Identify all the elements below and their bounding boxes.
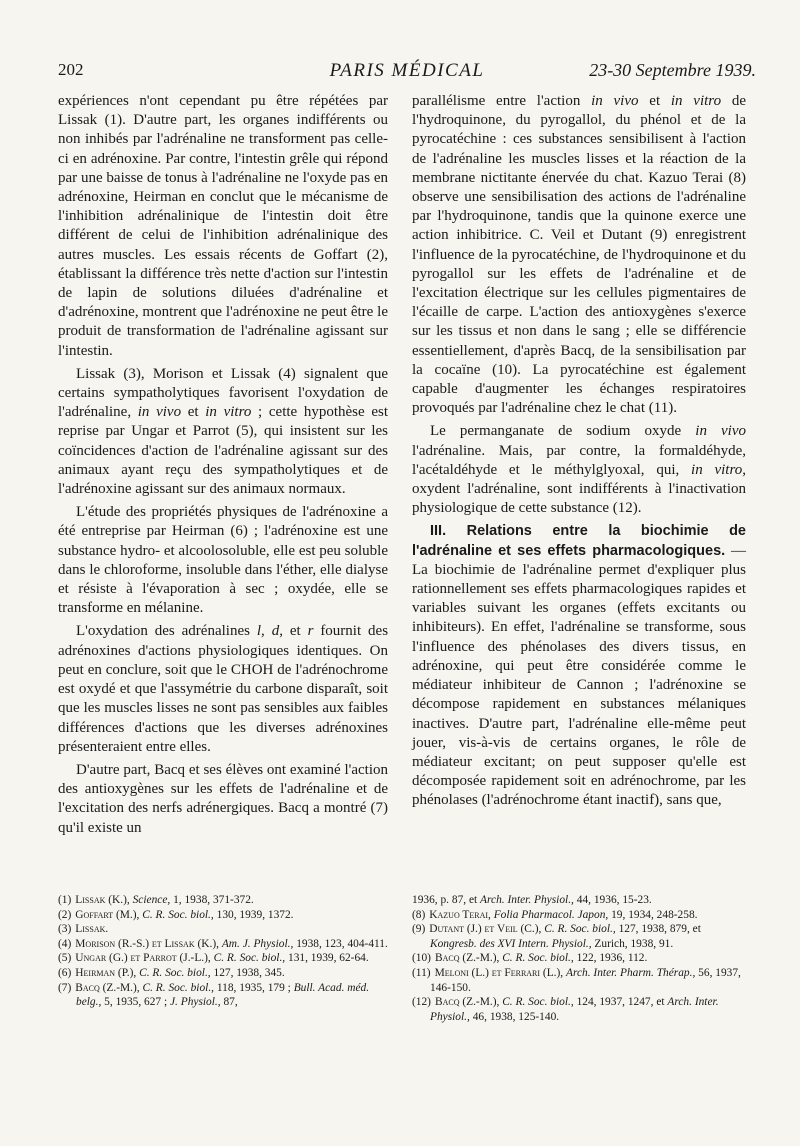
section-heading: III. Relations entre la biochimie de l'adrénaline et ses effets pharmacologiques. <box>412 523 746 559</box>
page-number: 202 <box>58 60 84 79</box>
left-column <box>58 92 388 842</box>
paragraph: L'étude des propriétés physiques de l'adrénoxine a été entreprise par Heirman (6) ; l'adrénoxine est une substance hydro- et alcoolosoluble, elle est peu soluble dans le chloroforme, insoluble dans l'éther, elle dialyse et résiste à l'évaporation à sec ; oxydée, elle se transforme en mélanine. <box>58 504 388 617</box>
footnote: (8) Kazuo Terai, Folia Pharmacol. Japon, 19, 1934, 248-258. <box>412 908 698 921</box>
footnotes-right <box>412 893 746 1024</box>
right-column <box>412 92 746 815</box>
footnote: (11) Meloni (L.) et Ferrari (L.), Arch. Inter. Pharm. Thérap., 56, 1937, 146-150. <box>412 966 741 994</box>
footnote: (1) Lissak (K.), Science, 1, 1938, 371-372. <box>58 894 254 906</box>
page-header <box>58 60 756 86</box>
footnote: (4) Morison (R.-S.) et Lissak (K.), Am. J. Physiol., 1938, 123, 404-411. <box>58 937 388 950</box>
footnote: (10) Bacq (Z.-M.), C. R. Soc. biol., 122, 1936, 112. <box>412 952 648 965</box>
paragraph: Lissak (3), Morison et Lissak (4) signalent que certains sympatholytiques favorisent l'oxydation de l'adrénaline, in vivo et in vitro ; cette hypothèse est reprise par Ungar et Parrot (5), qui insistent sur les coïncidences d'action de l'adrénaline agissant sur des animaux ayant reçu des sympatholytiques et de l'adrénoxine agissant sur des animaux normaux. <box>58 365 389 498</box>
issue-date: 23-30 Septembre 1939. <box>589 60 756 80</box>
section-paragraph: III. Relations entre la biochimie de l'adrénaline et ses effets pharmacologiques. — La biochimie de l'adrénaline permet d'expliquer plus rationnellement ses effets pharmacologiques rapides et variables suivant les organes (effets excitants ou inhibiteurs). En effet, l'adrénaline se transforme, sous l'influence des phénolases des divers tissus, en adrénoxine, qui peut être considérée comme le médiateur inhibiteur de Cannon ; l'adrénoxine se décompose rapidement en substances mélaniques inactives. D'autre part, l'adrénaline elle-même peut jouer, vis-à-vis de certains organes, le rôle de médiateur excitant; on peut supposer qu'elle est décomposée rapidement soit en adrénochrome, par les phénolases (l'adrénochrome étant inactif), sans que, <box>412 523 747 809</box>
paragraph: parallélisme entre l'action in vivo et in vitro de l'hydroquinone, du pyrogallol, du phénol et de la pyrocatéchine : ces substances sensibilisent à l'action de l'adrénaline les muscles lisses et la réaction de la membrane nictitante énervée du chat. Kazuo Terai (8) observe une sensibilisation des actions de l'adrénaline par l'hydroquinone, tandis que la quinone exerce une action inhibitrice. C. Veil et Dutant (9) enregistrent l'influence de la pyrocatéchine, de l'hydroquinone et du pyrogallol sur les effets de l'adrénaline et de l'excitation électrique sur les cellules pigmentaires de l'écaille de carpe. L'action des antioxygènes s'exerce sur les tissus et non dans le sang ; elle se différencie essentiellement, d'après Bacq, de la sensibilisation par la cocaïne (10). La pyrocatéchine est également capable d'augmenter les échanges respiratoires provoqués par l'adrénaline chez le chat (11). <box>412 93 747 417</box>
footnote: (2) Goffart (M.), C. R. Soc. biol., 130, 1939, 1372. <box>58 908 294 921</box>
footnote: (9) Dutant (J.) et Veil (C.), C. R. Soc. biol., 127, 1938, 879, et Kongresb. des XVI Intern. Physiol., Zurich, 1938, 91. <box>412 923 701 950</box>
footnote: (3) Lissak. <box>58 923 109 936</box>
paragraph: expériences n'ont cependant pu être répétées par Lissak (1). D'autre part, les organes indifférents ou non inhibés par l'adrénaline ne transforment pas celle-ci en adrénoxine. Par contre, l'intestin grêle qui répond par une baisse de tonus à l'adrénaline ne l'oxyde pas en adrénoxine, Heirman en conclut que le mécanisme de l'inhibition adrénalinique de l'intestin doit être différent de celui de l'inhibition adrénalinique des autres muscles. Les essais récents de Goffart (2), établissant la différence très nette d'action sur l'intestin de lapin de solutions diluées d'adrénaline et d'adrénoxine, montrent que l'adrénoxine ne peut être le produit de transformation de l'adrénaline agissant sur l'intestin. <box>58 93 388 359</box>
footnote: (12) Bacq (Z.-M.), C. R. Soc. biol., 124, 1937, 1247, et Arch. Inter. Physiol., 46, 1938, 125-140. <box>412 996 719 1023</box>
paragraph: Le permanganate de sodium oxyde in vivo l'adrénaline. Mais, par contre, la formaldéhyde, l'acétaldéhyde et le méthylglyoxal, qui, in vitro, oxydent l'adrénaline, sont indifférents à l'inactivation physiologique de cette substance (12). <box>412 423 747 517</box>
footnotes-left <box>58 893 388 1010</box>
journal-title: PARIS MÉDICAL <box>329 60 485 81</box>
footnote: (7) Bacq (Z.-M.), C. R. Soc. biol., 118, 1935, 179 ; Bull. Acad. méd. belg., 5, 1935, 627 ; J. Physiol., 87, <box>58 981 370 1009</box>
paragraph: L'oxydation des adrénalines l, d, et r fournit des adrénoxines d'actions physiologiques identiques. On peut en conclure, soit que le CHOH de l'adrénochrome est oxydé et que l'assymétrie du carbone disparaît, soit que les muscles lisses ne sont pas sensibles aux faibles différences d'actions que les diverses adrénoxines présenteraient entre elles. <box>58 623 389 755</box>
footnote: (5) Ungar (G.) et Parrot (J.-L.), C. R. Soc. biol., 131, 1939, 62-64. <box>58 952 369 965</box>
paragraph: D'autre part, Bacq et ses élèves ont examiné l'action des antioxygènes sur les effets de l'adrénaline et de l'excitation des nerfs adrénergiques. Bacq a montré (7) qu'il existe un <box>58 761 388 836</box>
footnote: (6) Heirman (P.), C. R. Soc. biol., 127, 1938, 345. <box>58 966 285 979</box>
footnote-continuation: 1936, p. 87, et Arch. Inter. Physiol., 44, 1936, 15-23. <box>412 894 652 906</box>
